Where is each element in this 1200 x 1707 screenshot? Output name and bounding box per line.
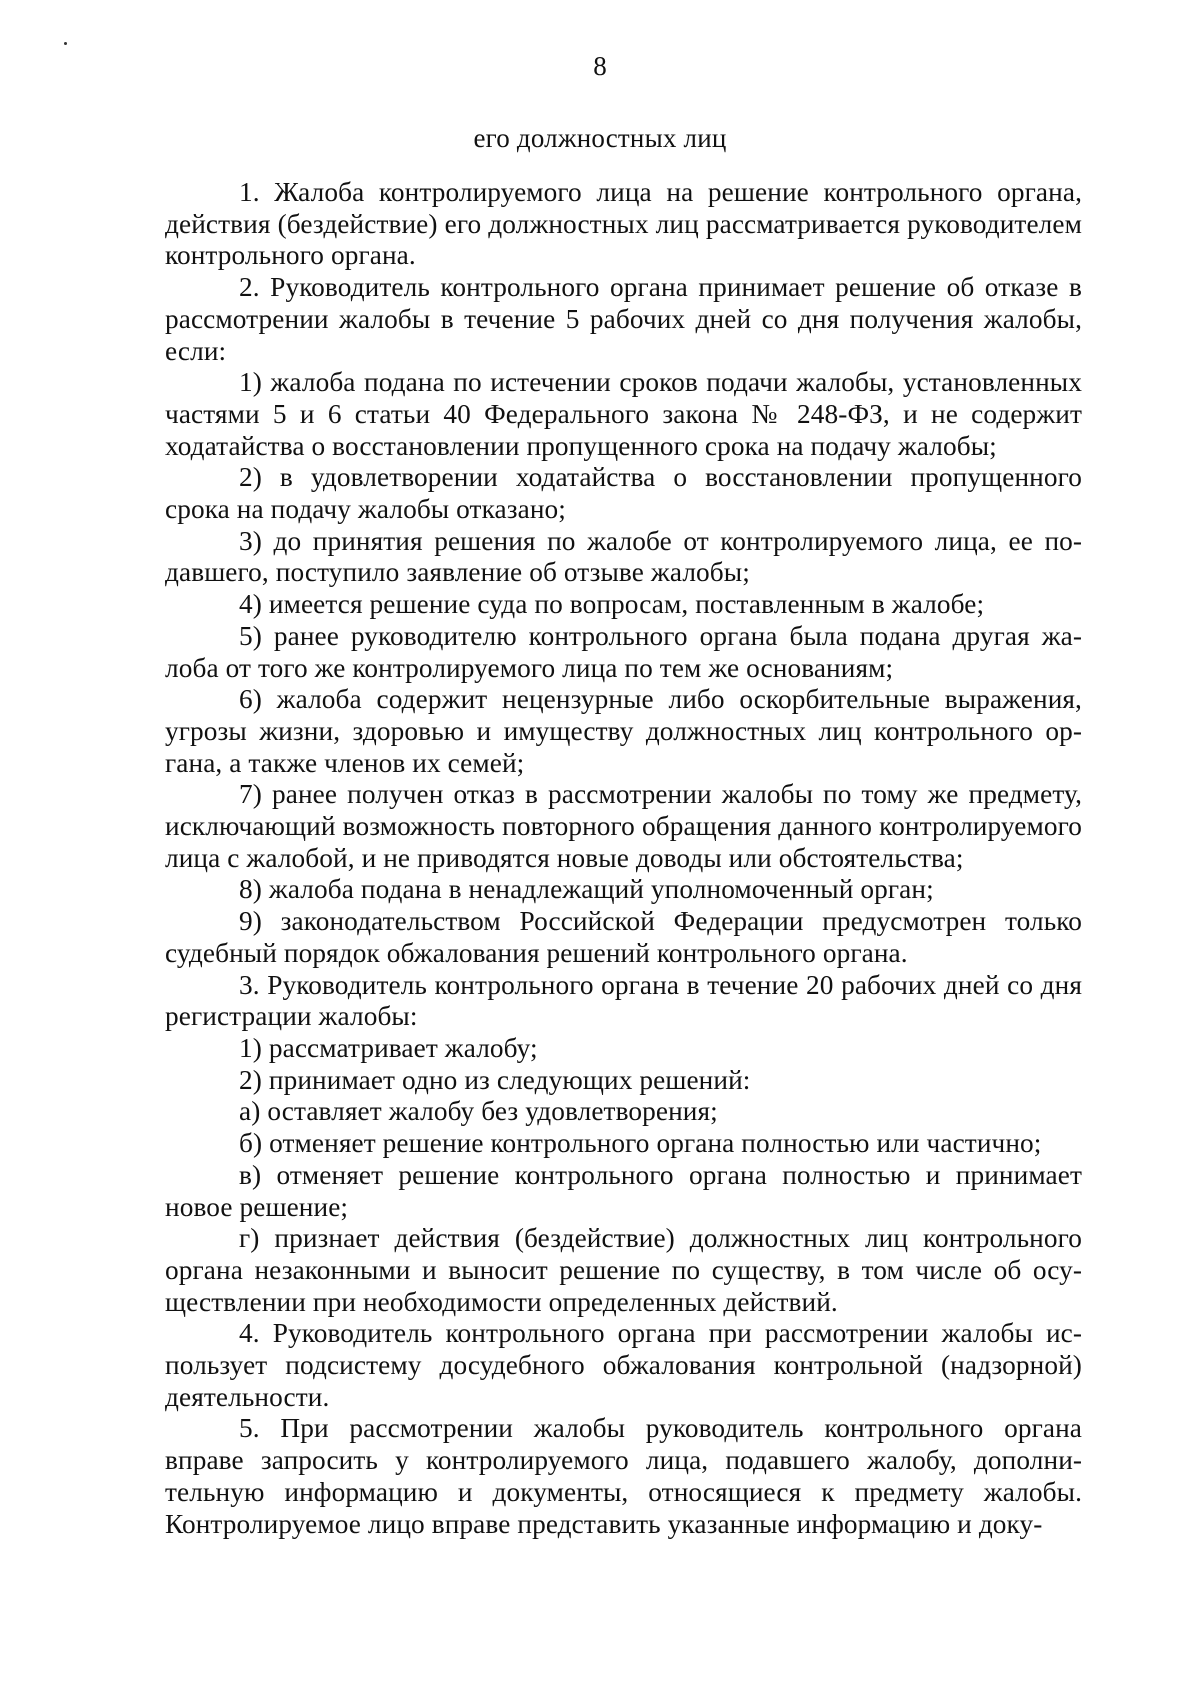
list-item-2-7: 7) ранее получен отказ в рассмотрении жалобы по тому же предмету, исключающий возможность повторного обращения данного контролируемого лица с жалобой, и не приводятся новые доводы или обстоятельства; (165, 779, 1082, 873)
paragraph-1: 1. Жалоба контролируемого лица на решение контрольного органа, действия (бездействие) его должностных лиц рассматривается руководителем контрольного органа. (165, 177, 1082, 271)
list-item-3-1: 1) рассматривает жалобу; (239, 1032, 538, 1063)
list-item-2-4: 4) имеется решение суда по вопросам, поставленным в жалобе; (239, 589, 985, 620)
list-item-3-2-g: г) признает действия (бездействие) должностных лиц контрольного органа незаконными и выносит решение по существу, в том числе об осуществлении при необходимости определенных действий. (165, 1223, 1082, 1317)
list-item-2-2: 2) в удовлетворении ходатайства о восстановлении пропущенного срока на подачу жалобы отказано; (165, 462, 1082, 525)
list-item-2-1: 1) жалоба подана по истечении сроков подачи жалобы, установленных частями 5 и 6 статьи 40 Федерального закона № 248-ФЗ, и не содержит ходатайства о восстановлении пропущенного срока на подачу жалобы; (165, 367, 1082, 461)
document-body (165, 177, 1082, 1540)
list-item-3-2-b: б) отменяет решение контрольного органа полностью или частично; (239, 1128, 1042, 1159)
paragraph-2: 2. Руководитель контрольного органа принимает решение об отказе в рассмотрении жалобы в течение 5 рабочих дней со дня получения жалобы, если: (165, 272, 1082, 366)
list-item-2-5: 5) ранее руководителю контрольного органа была подана другая жалоба от того же контролируемого лица по тем же основаниям; (165, 620, 1082, 683)
list-item-3-2-a: а) оставляет жалобу без удовлетворения; (239, 1096, 718, 1127)
list-item-2-9: 9) законодательством Российской Федерации предусмотрен только судебный порядок обжалования решений контрольного органа. (165, 906, 1082, 968)
list-item-3-2-v: в) отменяет решение контрольного органа полностью и принимает новое решение; (165, 1159, 1082, 1222)
list-item-3-2: 2) принимает одно из следующих решений: (239, 1064, 751, 1095)
scan-speck (64, 42, 67, 45)
page-number: 8 (593, 51, 607, 81)
list-item-2-8: 8) жалоба подана в ненадлежащий уполномоченный орган; (239, 874, 934, 905)
section-heading-continuation: его должностных лиц (473, 123, 727, 153)
list-item-2-3: 3) до принятия решения по жалобе от контролируемого лица, ее подавшего, поступило заявление об отзыве жалобы; (165, 525, 1082, 588)
list-item-2-6: 6) жалоба содержит нецензурные либо оскорбительные выражения, угрозы жизни, здоровью и имуществу должностных лиц контрольного органа, а также членов их семей; (165, 684, 1082, 778)
paragraph-5: 5. При рассмотрении жалобы руководитель контрольного органа вправе запросить у контролируемого лица, подавшего жалобу, дополнительную информацию и документы, относящиеся к предмету жалобы. Контролируемое лицо вправе представить указанные информацию и доку- (165, 1413, 1082, 1539)
paragraph-4: 4. Руководитель контрольного органа при рассмотрении жалобы использует подсистему досудебного обжалования контрольной (надзорной) деятельности. (165, 1318, 1082, 1412)
paragraph-3: 3. Руководитель контрольного органа в течение 20 рабочих дней со дня регистрации жалобы: (165, 969, 1082, 1032)
